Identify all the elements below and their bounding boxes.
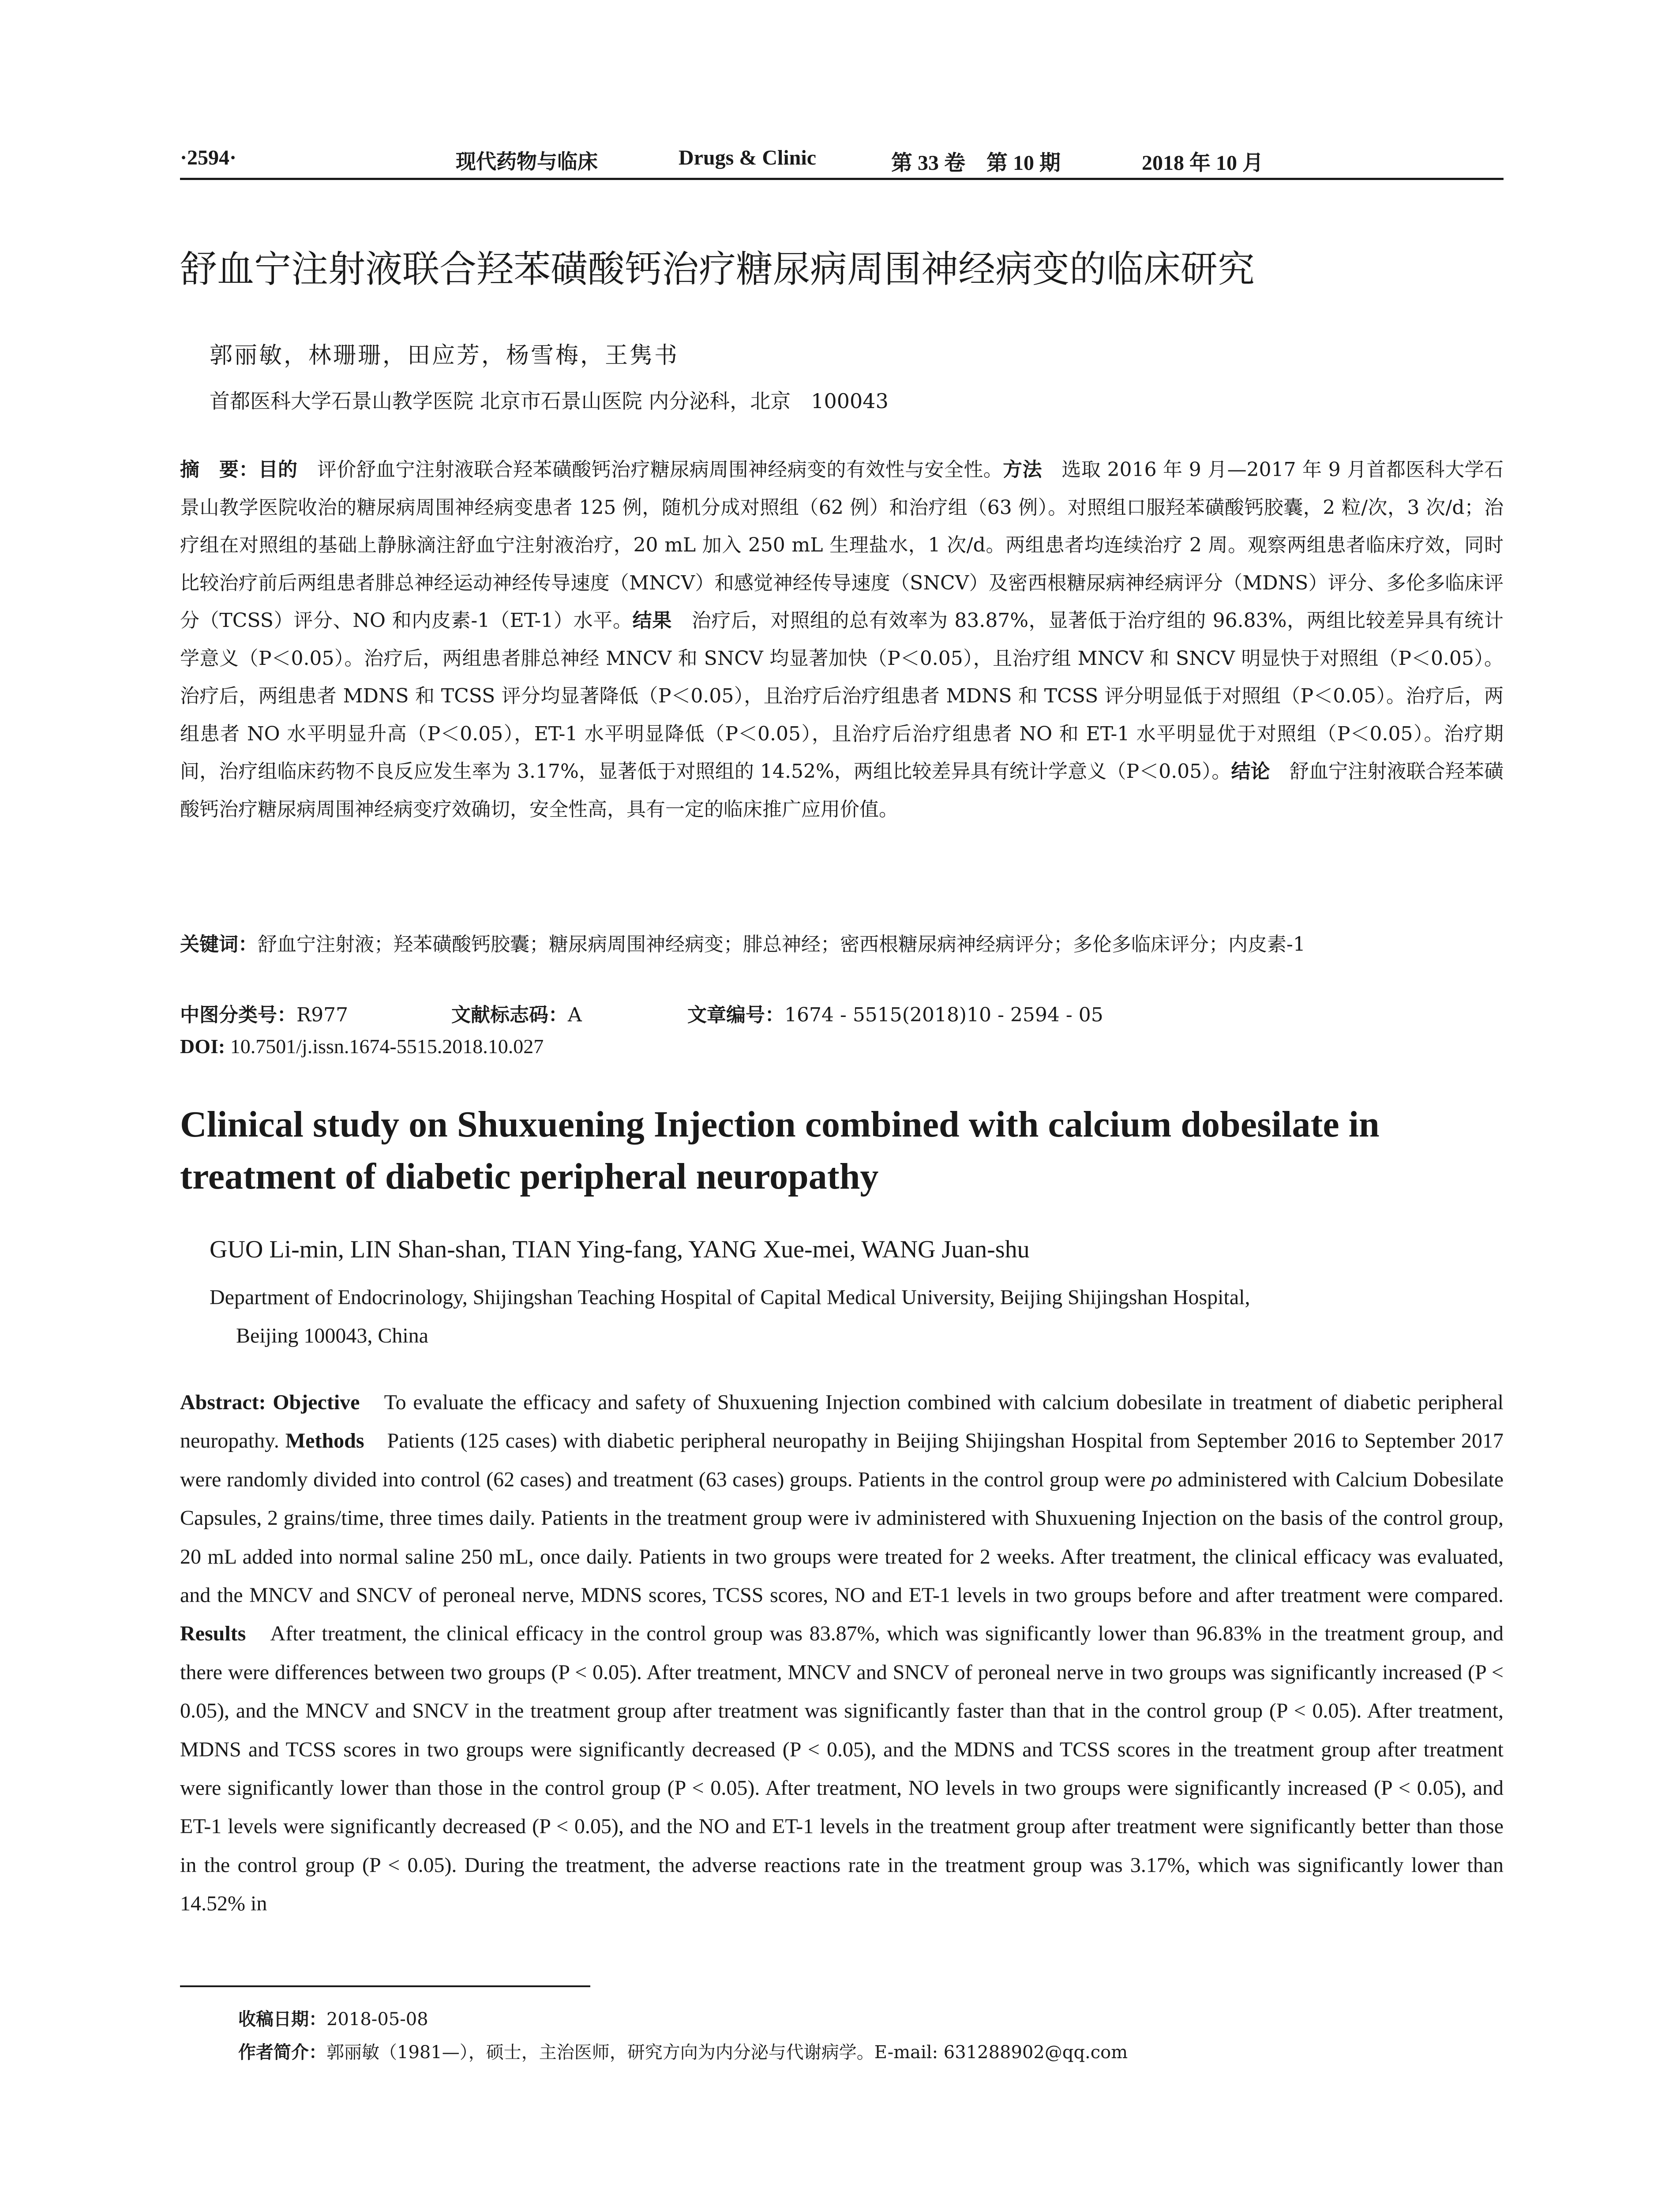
objective-label-en: Objective — [273, 1391, 360, 1414]
authors-en: GUO Li-min, LIN Shan-shan, TIAN Ying-fang, YANG Xue-mei, WANG Juan-shu — [210, 1236, 1030, 1263]
article-title-cn: 舒血宁注射液联合羟苯磺酸钙治疗糖尿病周围神经病变的临床研究 — [180, 248, 1255, 291]
doc-code-label: 文献标志码： — [451, 1004, 568, 1026]
affiliation-en — [210, 1278, 1504, 1355]
journal-name-en: Drugs & Clinic — [679, 146, 816, 169]
affiliation-en-line1: Department of Endocrinology, Shijingshan Teaching Hospital of Capital Medical University, Beijing Shijingshan Hospital, — [210, 1286, 1250, 1309]
article-no-value: 1674 - 5515(2018)10 - 2594 - 05 — [784, 1004, 1103, 1026]
running-header — [180, 140, 1500, 181]
keywords-text: 舒血宁注射液；羟苯磺酸钙胶囊；糖尿病周围神经病变；腓总神经；密西根糖尿病神经病评分；多伦多临床评分；内皮素-1 — [258, 933, 1305, 956]
doi-line — [180, 1035, 544, 1058]
keywords-cn — [180, 926, 1504, 963]
received-label: 收稿日期： — [238, 2009, 326, 2030]
methods-text-cn: 选取 2016 年 9 月—2017 年 9 月首都医科大学石景山教学医院收治的糖尿病周围神经病变患者 125 例，随机分成对照组（62 例）和治疗组（63 例）。对照组口服羟苯磺酸钙胶囊，2 粒/次，3 次/d；治疗组在对照组的基础上静脉滴注舒血宁注射液治疗，20 mL 加入 250 mL 生理盐水，1 次/d。两组患者均连续治疗 2 周。观察两组患者临床疗效，同时比较治疗前后两组患者腓总神经运动神经传导速度（MNCV）和感觉神经传导速度（SNCV）及密西根糖尿病神经病评分（MDNS）评分、多伦多临床评分（TCSS）评分、NO 和内皮素-1（ET-1）水平。 — [180, 458, 1504, 632]
clc-field — [180, 999, 348, 1027]
issue-date: 2018 年 10 月 — [1142, 151, 1264, 175]
conclusion-text-cn: 舒血宁注射液联合羟苯磺酸钙治疗糖尿病周围神经病变疗效确切，安全性高，具有一定的临床推广应用价值。 — [180, 760, 1504, 821]
classification-line — [180, 999, 1504, 1034]
received-value: 2018-05-08 — [326, 2009, 428, 2030]
results-label-cn: 结果 — [632, 609, 672, 632]
doc-code-value: A — [568, 1004, 582, 1026]
article-title-en: Clinical study on Shuxuening Injection combined with calcium dobesilate in treatment of diabetic peripheral neuropathy — [180, 1104, 1380, 1197]
author-bio-note — [238, 2038, 1128, 2063]
author-bio-text: 郭丽敏（1981—），硕士，主治医师，研究方向为内分泌与代谢病学。E-mail: 631288902@qq.com — [326, 2042, 1128, 2063]
received-date-note — [238, 2005, 428, 2030]
header-rule — [180, 178, 1504, 180]
abstract-label-cn: 摘 要： — [180, 458, 259, 481]
keywords-label: 关键词： — [180, 933, 258, 956]
affiliation-cn: 首都医科大学石景山教学医院 北京市石景山医院 内分泌科，北京 100043 — [210, 389, 889, 413]
authors-cn: 郭丽敏，林珊珊，田应芳，杨雪梅，王隽书 — [210, 342, 679, 369]
affiliation-en-line2: Beijing 100043, China — [236, 1324, 428, 1347]
doi-label: DOI: — [180, 1035, 225, 1058]
results-text-cn: 治疗后，对照组的总有效率为 83.87%，显著低于治疗组的 96.83%，两组比较差异具有统计学意义（P＜0.05）。治疗后，两组患者腓总神经 MNCV 和 SNCV 均显著加快（P＜0.05），且治疗组 MNCV 和 SNCV 明显快于对照组（P＜0.05）。治疗后，两组患者 MDNS 和 TCSS 评分均显著降低（P＜0.05），且治疗后治疗组患者 MDNS 和 TCSS 评分明显低于对照组（P＜0.05）。治疗后，两组患者 NO 水平明显升高（P＜0.05），ET-1 水平明显降低（P＜0.05），且治疗后治疗组患者 NO 和 ET-1 水平明显优于对照组（P＜0.05）。治疗期间，治疗组临床药物不良反应发生率为 3.17%，显著低于对照组的 14.52%，两组比较差异具有统计学意义（P＜0.05）。 — [180, 609, 1504, 783]
journal-name-cn: 现代药物与临床 — [456, 150, 598, 173]
author-bio-label: 作者简介： — [238, 2042, 326, 2063]
abstract-cn — [180, 451, 1504, 828]
clc-value: R977 — [296, 1004, 349, 1026]
objective-text-cn: 评价舒血宁注射液联合羟苯磺酸钙治疗糖尿病周围神经病变的有效性与安全性。 — [297, 458, 1003, 481]
results-text-en: After treatment, the clinical efficacy in the control group was 83.87%, which was significantly lower than 96.83% in the treatment group, and there were differences between two groups (P < 0.05). After treatment, MNCV and SNCV of peroneal nerve in two groups was significantly increased (P < 0.05), and the MNCV and SNCV in the treatment group after treatment was significantly faster than that in the control group (P < 0.05). After treatment, MDNS and TCSS scores in two groups were significantly decreased (P < 0.05), and the MDNS and TCSS scores in the treatment group after treatment were significantly lower than those in the control group (P < 0.05). After treatment, NO levels in two groups were significantly increased (P < 0.05), and ET-1 levels were significantly decreased (P < 0.05), and the NO and ET-1 levels in the treatment group after treatment were significantly better than those in the control group (P < 0.05). During the treatment, the adverse reactions rate in the treatment group was 3.17%, which was significantly lower than 14.52% in — [180, 1622, 1504, 1916]
results-label-en: Results — [180, 1622, 246, 1646]
abstract-en — [180, 1383, 1504, 1923]
volume-issue: 第 33 卷 第 10 期 — [891, 151, 1061, 175]
conclusion-label-cn: 结论 — [1231, 760, 1270, 783]
clc-label: 中图分类号： — [180, 1004, 296, 1026]
doi-value[interactable]: 10.7501/j.issn.1674-5515.2018.10.027 — [225, 1035, 544, 1058]
objective-label-cn: 目的 — [258, 458, 298, 481]
methods-text-en-1: Patients (125 cases) with diabetic peripheral neuropathy in Beijing Shijingshan Hospital from September 2016 to September 2017 were randomly divided into control (62 cases) and treatment (63 cases) groups. Patients in the control group were — [180, 1429, 1504, 1491]
page-number: ·2594· — [180, 146, 237, 169]
methods-po-term: po — [1151, 1467, 1172, 1491]
methods-label-en: Methods — [285, 1429, 364, 1453]
abstract-label-en: Abstract: — [180, 1391, 273, 1414]
methods-label-cn: 方法 — [1003, 458, 1042, 481]
methods-text-en-2: administered with Calcium Dobesilate Capsules, 2 grains/time, three times daily. Patients in the treatment group were iv administered with Shuxuening Injection on the basis of the control group, 20 mL added into normal saline 250 mL, once daily. Patients in two groups were treated for 2 weeks. After treatment, the clinical efficacy was evaluated, and the MNCV and SNCV of peroneal nerve, MDNS scores, TCSS scores, NO and ET-1 levels in two groups before and after treatment were compared. — [180, 1467, 1504, 1607]
article-no-label: 文章编号： — [687, 1004, 784, 1026]
article-no-field — [687, 999, 1103, 1027]
doc-code-field — [451, 999, 582, 1027]
footnote-rule — [180, 1985, 590, 1987]
objective-text-en: To evaluate the efficacy and safety of Shuxuening Injection combined with calcium dobesilate in treatment of diabetic peripheral neuropathy. — [180, 1391, 1504, 1453]
